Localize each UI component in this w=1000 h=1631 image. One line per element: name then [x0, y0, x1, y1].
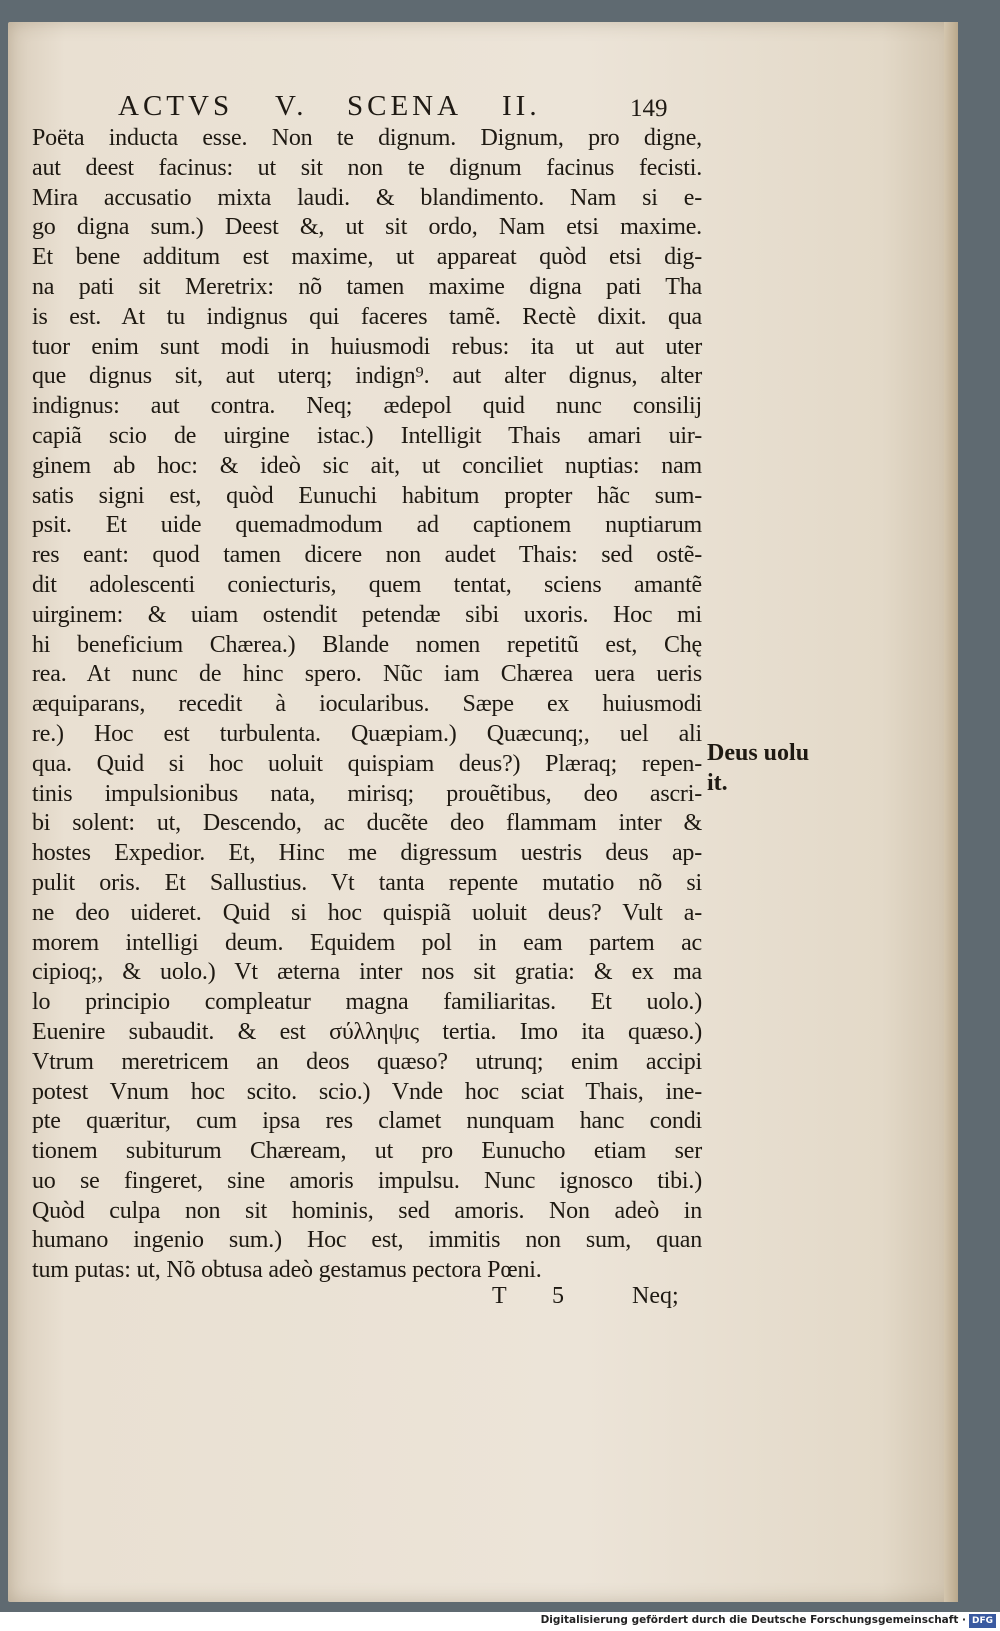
text-line: tum putas: ut, Nõ obtusa adeò gestamus pectora Pœni.	[32, 1257, 542, 1284]
text-line: dit adolescenti coniecturis, quem tentat, sciens amantẽ	[32, 571, 702, 598]
text-line: potest Vnum hoc scito. scio.) Vnde hoc sciat Thais, ine-	[32, 1078, 702, 1105]
text-line: Poëta inducta esse. Non te dignum. Dignum, pro digne,	[32, 125, 702, 151]
text-line: re.) Hoc est turbulenta. Quæpiam.) Quæcunq;, uel ali	[32, 720, 702, 747]
text-line: uo se fingeret, sine amoris impulsu. Nunc ignosco tibi.)	[32, 1167, 702, 1194]
text-line: lo principio compleatur magna familiaritas. Et uolo.)	[32, 989, 702, 1016]
footer	[0, 1612, 1000, 1631]
text-line: Vtrum meretricem an deos quæso? utrunq; enim accipi	[32, 1048, 702, 1075]
text-line: indignus: aut contra. Neq; ædepol quid nunc consilij	[32, 393, 702, 420]
text-line: ne deo uideret. Quid si hoc quispiã uoluit deus? Vult a-	[32, 899, 702, 926]
text-line: Quòd culpa non sit hominis, sed amoris. Non adeò in	[32, 1197, 702, 1224]
text-line: cipioq;, & uolo.) Vt æterna inter nos sit gratia: & ex ma	[32, 959, 702, 986]
running-head-actus: ACTVS	[118, 90, 234, 122]
text-line: qua. Quid si hoc uoluit quispiam deus?) Plæraq; repen-	[32, 750, 702, 777]
text-line: morem intelligi deum. Equidem pol in eam partem ac	[32, 929, 702, 956]
text-line: res eant: quod tamen dicere non audet Thais: sed ostẽ-	[32, 542, 702, 569]
text-line: æquiparans, recedit à iocularibus. Sæpe ex huiusmodi	[32, 691, 702, 718]
text-line: go digna sum.) Deest &, ut sit ordo, Nam etsi maxime.	[32, 214, 702, 241]
text-line: bi solent: ut, Descendo, ac ducẽte deo flammam inter &	[32, 810, 702, 837]
text-line: psit. Et uide quemadmodum ad captionem nuptiarum	[32, 512, 702, 539]
text-line: uirginem: & uiam ostendit petendæ sibi uxoris. Hoc mi	[32, 601, 702, 628]
text-line: tinis impulsionibus nata, mirisq; prouẽtibus, deo ascri-	[32, 780, 702, 807]
text-line: na pati sit Meretrix: nõ tamen maxime digna pati Tha	[32, 273, 702, 300]
text-line: is est. At tu indignus qui faceres tamẽ. Rectè dixit. qua	[32, 303, 702, 330]
text-line: aut deest facinus: ut sit non te dignum facinus fecisti.	[32, 154, 702, 181]
dfg-logo: DFG	[969, 1614, 996, 1628]
text-line: pulit oris. Et Sallustius. Vt tanta repente mutatio nõ si	[32, 869, 702, 896]
text-line: ginem ab hoc: & ideò sic ait, ut conciliet nuptias: nam	[32, 452, 702, 479]
text-line: humano ingenio sum.) Hoc est, immitis non sum, quan	[32, 1227, 702, 1254]
running-head	[118, 90, 718, 124]
text-line: capiã scio de uirgine istac.) Intelligit Thais amari uir-	[32, 422, 702, 449]
page-edge	[944, 22, 958, 1602]
text-line: que dignus sit, aut uterq; indign⁹. aut alter dignus, alter	[32, 363, 702, 390]
footer-credit: Digitalisierung gefördert durch die Deutsche Forschungsgemeinschaft ·	[540, 1614, 966, 1626]
text-line: hi beneficium Chærea.) Blande nomen repetitũ est, Chę	[32, 631, 702, 658]
running-head-actus-number: V.	[275, 90, 308, 122]
catchword: Neq;	[632, 1283, 679, 1309]
text-line: Euenire subaudit. & est σύλληψις tertia. Imo ita quæso.)	[32, 1018, 702, 1045]
text-line: tuor enim sunt modi in huiusmodi rebus: ita ut aut uter	[32, 333, 702, 360]
text-line: hostes Expedior. Et, Hinc me digressum uestris deus ap-	[32, 840, 702, 867]
marginal-note-line: Deus uolu	[707, 740, 810, 766]
marginal-note	[707, 738, 847, 798]
catch-line	[492, 1283, 712, 1315]
text-line: satis signi est, quòd Eunuchi habitum propter hãc sum-	[32, 482, 702, 509]
page-number: 149	[630, 95, 668, 122]
text-line: Et bene additum est maxime, ut appareat quòd etsi dig-	[32, 244, 702, 271]
text-line: Mira accusatio mixta laudi. & blandimento. Nam si e-	[32, 184, 702, 211]
marginal-note-line: it.	[707, 770, 728, 796]
signature-letter: T	[492, 1283, 507, 1309]
running-head-scena: SCENA	[347, 90, 463, 122]
text-line: pte quæritur, cum ipsa res clamet nunquam hanc condi	[32, 1108, 702, 1135]
body-text	[32, 124, 702, 1286]
text-line: rea. At nunc de hinc spero. Nũc iam Chærea uera ueris	[32, 661, 702, 688]
text-line: tionem subiturum Chæream, ut pro Eunucho etiam ser	[32, 1138, 702, 1165]
signature-number: 5	[552, 1283, 564, 1309]
running-head-scena-number: II.	[502, 90, 541, 122]
